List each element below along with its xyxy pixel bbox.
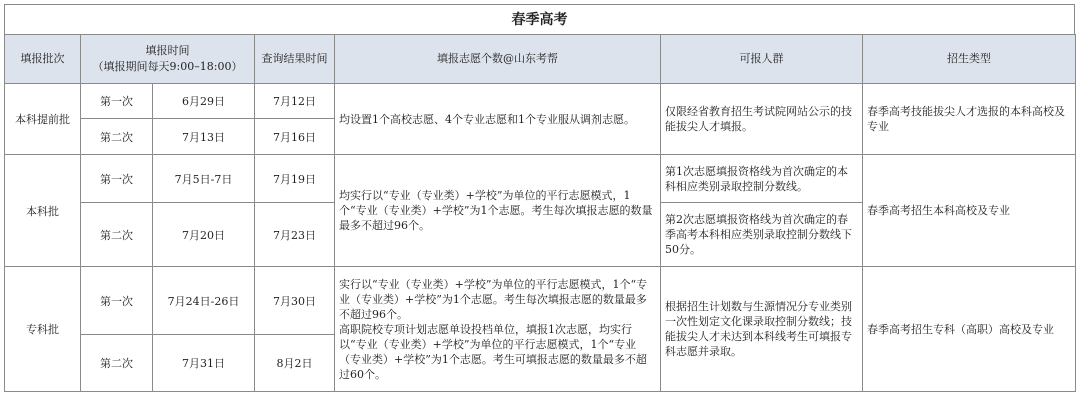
eligible-cell: 第1次志愿填报资格线为首次确定的本科相应类别录取控制分数线。: [661, 155, 863, 203]
header-enroll-type: 招生类型: [863, 35, 1076, 84]
eligible-cell: 仅限经省教育招生考试院网站公示的技能拔尖人才填报。: [661, 84, 863, 155]
result-date-cell: 7月16日: [255, 119, 335, 155]
count-text-regular: 实行以“专业（专业类）+学校”为单位的平行志愿模式，1个“专业（专业类）+学校”为1个志愿。考生每次填报志愿的数量最多不超过96个。: [339, 277, 648, 321]
header-fill-time-label: 填报时间: [145, 44, 190, 57]
round-cell: 第一次: [81, 155, 153, 203]
fill-date-cell: 7月20日: [153, 203, 255, 267]
table-row: [5, 267, 1076, 335]
result-date-cell: 8月2日: [255, 335, 335, 392]
count-cell: 均实行以“专业（专业类）+学校”为单位的平行志愿模式，1个“专业（专业类）+学校”为1个志愿。考生每次填报志愿的数量最多不超过96个。: [335, 155, 661, 267]
table-title: 春季高考: [4, 4, 1075, 34]
header-fill-time: [81, 35, 255, 84]
result-date-cell: 7月30日: [255, 267, 335, 335]
fill-date-cell: 7月24日-26日: [153, 267, 255, 335]
fill-date-cell: 7月31日: [153, 335, 255, 392]
batch-cell: 本科批: [5, 155, 81, 267]
round-cell: 第二次: [81, 119, 153, 155]
fill-date-cell: 6月29日: [153, 84, 255, 119]
count-cell: 均设置1个高校志愿、4个专业志愿和1个专业服从调剂志愿。: [335, 84, 661, 155]
header-count: 填报志愿个数@山东考帮: [335, 35, 661, 84]
fill-date-cell: 7月13日: [153, 119, 255, 155]
schedule-table: [4, 34, 1076, 392]
batch-cell: 本科提前批: [5, 84, 81, 155]
count-cell: [335, 267, 661, 392]
table-row: [5, 84, 1076, 119]
header-result-time: 查询结果时间: [255, 35, 335, 84]
result-date-cell: 7月19日: [255, 155, 335, 203]
round-cell: 第一次: [81, 84, 153, 119]
enroll-type-cell: 春季高考招生本科高校及专业: [863, 155, 1076, 267]
batch-cell: 专科批: [5, 267, 81, 392]
result-date-cell: 7月23日: [255, 203, 335, 267]
eligible-cell: 根据招生计划数与生源情况分专业类别一次性划定文化课录取控制分数线；技能拔尖人才未达到本科线考生可填报专科志愿并录取。: [661, 267, 863, 392]
admission-schedule-document: [4, 4, 1075, 392]
header-eligible: 可报人群: [661, 35, 863, 84]
enroll-type-cell: 春季高考招生专科（高职）高校及专业: [863, 267, 1076, 392]
result-date-cell: 7月12日: [255, 84, 335, 119]
round-cell: 第二次: [81, 203, 153, 267]
enroll-type-cell: 春季高考技能拔尖人才选报的本科高校及专业: [863, 84, 1076, 155]
header-row: [5, 35, 1076, 84]
header-batch: 填报批次: [5, 35, 81, 84]
header-fill-time-note: （填报期间每天9:00–18:00）: [92, 60, 243, 73]
eligible-cell: 第2次志愿填报资格线为首次确定的春季高考本科相应类别录取控制分数线下50分。: [661, 203, 863, 267]
round-cell: 第二次: [81, 335, 153, 392]
count-text-special-plan: 高职院校专项计划志愿单设投档单位，填报1次志愿，均实行以“专业（专业类）+学校”为单位的平行志愿模式，1个“专业（专业类）+学校”为1个志愿。考生可填报志愿的数量最多不超过60个。: [339, 322, 647, 381]
round-cell: 第一次: [81, 267, 153, 335]
table-row: [5, 155, 1076, 203]
fill-date-cell: 7月5日-7日: [153, 155, 255, 203]
